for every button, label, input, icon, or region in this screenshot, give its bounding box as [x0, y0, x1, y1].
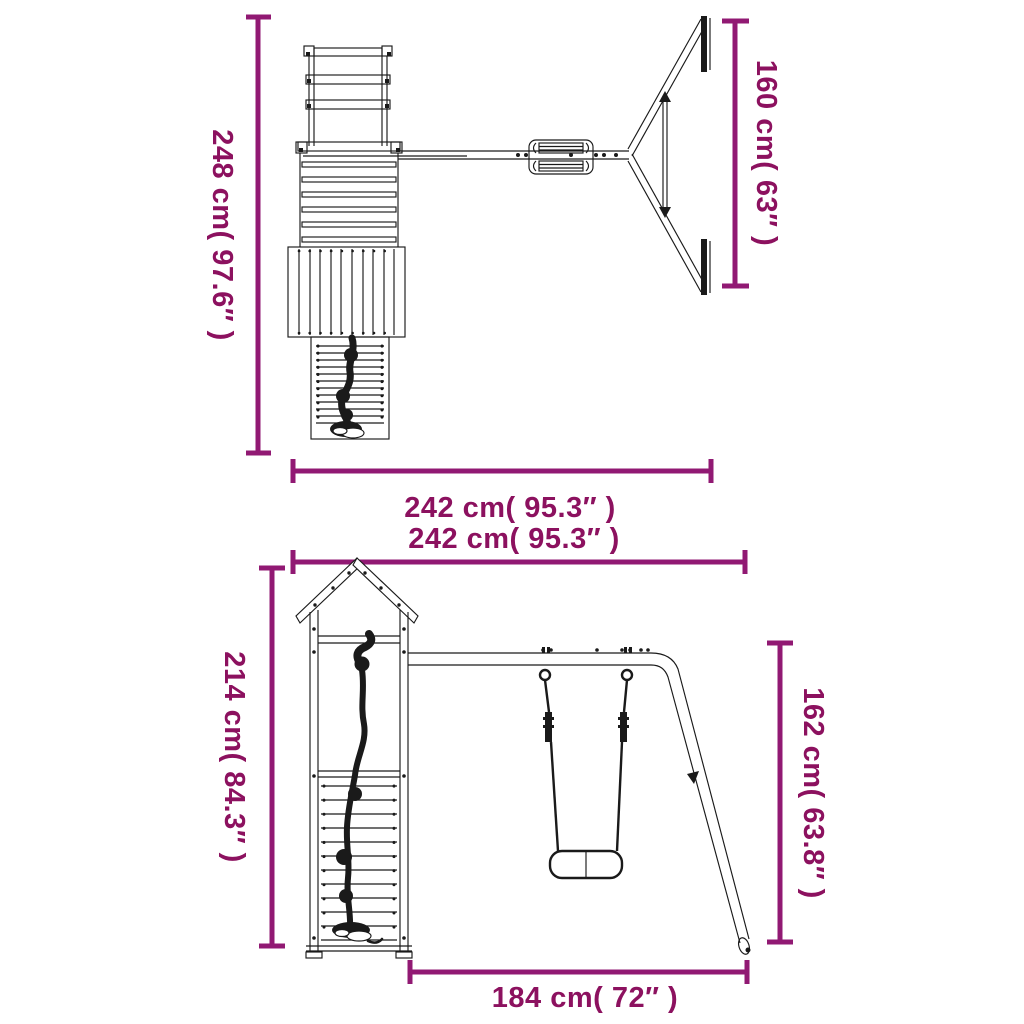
swing-seat-plan: [529, 140, 593, 174]
top-view-diagram: [206, 16, 782, 524]
climbing-ramp-plan: [311, 337, 389, 439]
dim-aframe-top-view: [722, 21, 782, 286]
swing-beam-plan: [303, 151, 629, 159]
front-view-diagram: [218, 523, 829, 1014]
tower-ladder-plan: [304, 46, 392, 146]
dim-swing-height-front-view: [767, 643, 829, 942]
dim-label-242cm-bottom: 242 cm( 95.3″ ): [408, 523, 620, 555]
dim-width-top-view: [293, 459, 711, 524]
dim-height-front-view: [218, 568, 285, 946]
dim-label-184cm: 184 cm( 72″ ): [491, 982, 679, 1014]
dim-label-214cm: 214 cm( 84.3″ ): [218, 651, 250, 863]
swing-beam-front: [408, 648, 751, 955]
swing-set-front-view: [408, 647, 751, 956]
dim-label-160cm: 160 cm( 63″ ): [750, 59, 782, 247]
dim-depth-top-view: [206, 17, 271, 453]
climbing-rope-front: [332, 634, 382, 943]
tower-platform-plan: [296, 142, 402, 247]
dim-label-242cm-top: 242 cm( 95.3″ ): [404, 492, 616, 524]
swing-aframe-plan: [628, 16, 710, 295]
tower-roof-plan: [288, 247, 405, 337]
swing-front: [540, 647, 632, 878]
dim-swing-width-front-view: [410, 960, 747, 1014]
dim-label-162cm: 162 cm( 63.8″ ): [797, 687, 829, 899]
dim-label-248cm: 248 cm( 97.6″ ): [206, 129, 238, 341]
tower-front-view: [296, 558, 418, 958]
